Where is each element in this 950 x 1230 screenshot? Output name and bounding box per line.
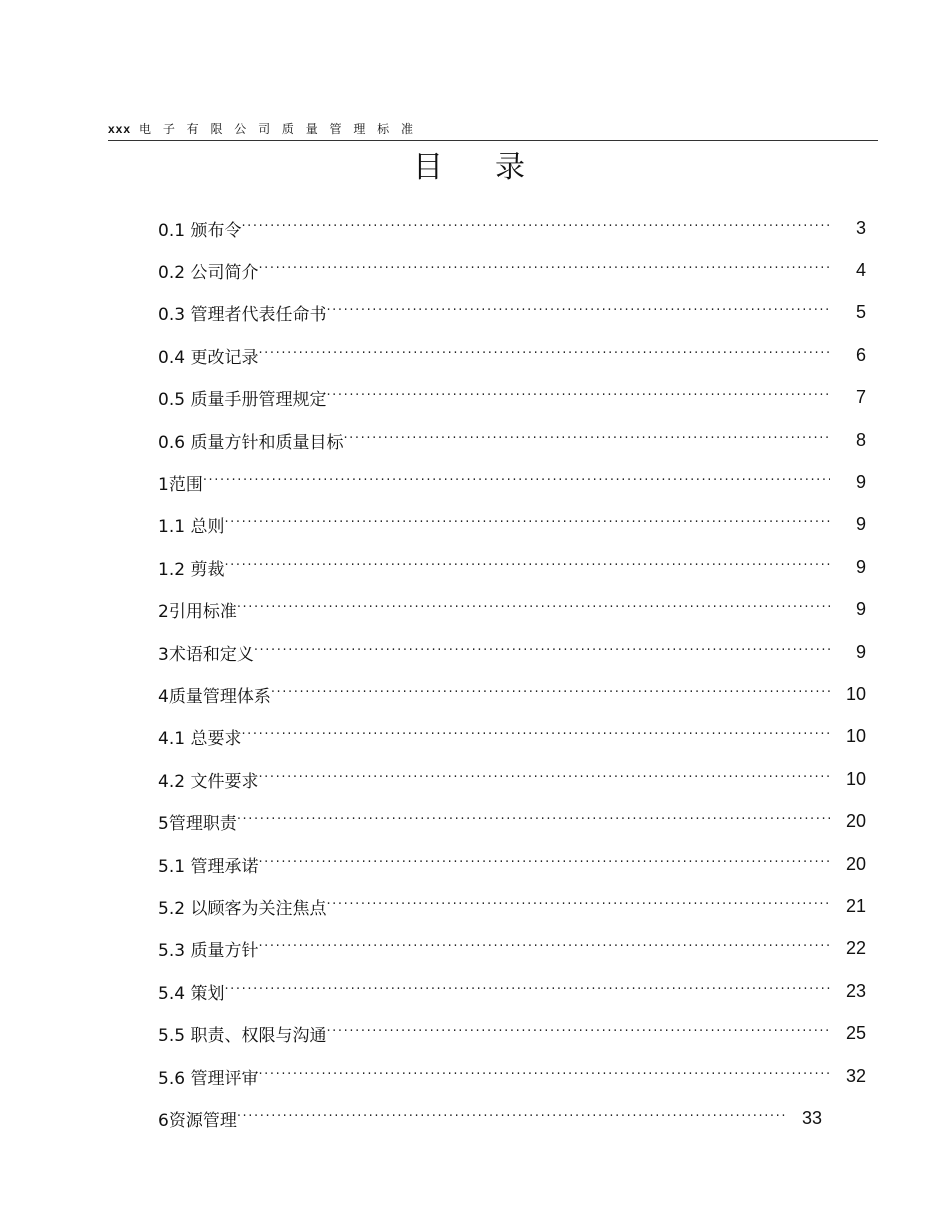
toc-entry-label: 5.1 管理承诺 [158, 856, 259, 877]
toc-entry[interactable] [158, 716, 878, 758]
toc-entry[interactable] [158, 1097, 878, 1139]
dot-leader [237, 1109, 788, 1124]
toc-entry[interactable] [158, 758, 878, 800]
header-title: 电 子 有 限 公 司 质 量 管 理 标 准 [139, 122, 417, 136]
toc-entry-page: 6 [855, 344, 866, 365]
dot-leader [203, 473, 830, 488]
toc-entry-page: 7 [855, 387, 866, 408]
toc-entry[interactable] [158, 970, 878, 1012]
dot-leader [237, 812, 830, 827]
toc-entry[interactable] [158, 928, 878, 970]
toc-entry-page: 4 [855, 260, 866, 281]
toc-entry-label: 1范围 [158, 475, 203, 496]
toc-entry-page: 9 [855, 514, 866, 535]
toc-entry-page: 33 [801, 1107, 822, 1128]
document-header [108, 120, 878, 141]
toc-entry-label: 5.2 以顾客为关注焦点 [158, 898, 327, 919]
dot-leader [258, 1067, 830, 1082]
dot-leader [326, 1024, 830, 1039]
toc-entry[interactable] [158, 589, 878, 631]
toc-entry-page: 22 [845, 938, 866, 959]
dot-leader [271, 685, 830, 700]
table-of-contents [158, 207, 878, 1140]
toc-entry-label: 0.1 颁布令 [158, 220, 242, 241]
toc-entry-label: 6资源管理 [158, 1110, 237, 1131]
dot-leader [326, 897, 830, 912]
toc-entry[interactable] [158, 631, 878, 673]
toc-entry[interactable] [158, 377, 878, 419]
dot-leader [258, 261, 830, 276]
toc-entry[interactable] [158, 334, 878, 376]
toc-entry-label: 0.4 更改记录 [158, 347, 259, 368]
header-brand: xxx [108, 122, 132, 136]
toc-entry-label: 3术语和定义 [158, 644, 254, 665]
page-title: 目录 [413, 150, 577, 185]
toc-entry[interactable] [158, 419, 878, 461]
toc-entry-label: 4.1 总要求 [158, 729, 242, 750]
dot-leader [241, 727, 830, 742]
toc-entry-label: 0.3 管理者代表任命书 [158, 305, 327, 326]
toc-entry-label: 0.5 质量手册管理规定 [158, 390, 327, 411]
toc-entry[interactable] [158, 673, 878, 715]
toc-entry-label: 4质量管理体系 [158, 686, 271, 707]
toc-entry[interactable] [158, 885, 878, 927]
dot-leader [224, 982, 830, 997]
toc-entry[interactable] [158, 504, 878, 546]
toc-entry-page: 5 [855, 302, 866, 323]
dot-leader [258, 855, 830, 870]
dot-leader [258, 770, 830, 785]
toc-entry[interactable] [158, 800, 878, 842]
toc-entry-label: 5.4 策划 [158, 983, 225, 1004]
toc-entry-label: 1.2 剪裁 [158, 559, 225, 580]
dot-leader [237, 600, 830, 615]
toc-entry[interactable] [158, 1012, 878, 1054]
toc-entry-label: 0.2 公司简介 [158, 263, 259, 284]
dot-leader [326, 303, 830, 318]
toc-entry-label: 2引用标准 [158, 602, 237, 623]
toc-entry[interactable] [158, 207, 878, 249]
toc-entry-page: 3 [855, 217, 866, 238]
toc-entry-label: 5.6 管理评审 [158, 1068, 259, 1089]
toc-entry[interactable] [158, 546, 878, 588]
toc-entry-label: 0.6 质量方针和质量目标 [158, 432, 344, 453]
toc-entry[interactable] [158, 1055, 878, 1097]
toc-entry-label: 1.1 总则 [158, 517, 225, 538]
toc-entry-page: 10 [845, 683, 866, 704]
dot-leader [258, 346, 830, 361]
toc-entry[interactable] [158, 292, 878, 334]
toc-entry-page: 9 [855, 599, 866, 620]
toc-entry-page: 20 [845, 811, 866, 832]
dot-leader [241, 219, 830, 234]
toc-entry-label: 4.2 文件要求 [158, 771, 259, 792]
toc-entry-page: 23 [845, 980, 866, 1001]
toc-entry[interactable] [158, 843, 878, 885]
toc-entry[interactable] [158, 461, 878, 503]
toc-entry-label: 5.5 职责、权限与沟通 [158, 1026, 327, 1047]
toc-entry[interactable] [158, 249, 878, 291]
toc-entry-page: 9 [855, 556, 866, 577]
dot-leader [254, 643, 830, 658]
toc-entry-page: 10 [845, 768, 866, 789]
toc-entry-label: 5.3 质量方针 [158, 941, 259, 962]
toc-entry-page: 8 [855, 429, 866, 450]
dot-leader [224, 515, 830, 530]
dot-leader [258, 939, 830, 954]
dot-leader [326, 388, 830, 403]
toc-entry-page: 25 [845, 1023, 866, 1044]
toc-entry-page: 9 [855, 641, 866, 662]
toc-entry-page: 20 [845, 853, 866, 874]
dot-leader [224, 558, 830, 573]
toc-entry-page: 21 [845, 895, 866, 916]
toc-entry-page: 9 [855, 472, 866, 493]
dot-leader [343, 431, 830, 446]
toc-entry-page: 32 [845, 1065, 866, 1086]
toc-entry-label: 5管理职责 [158, 814, 237, 835]
toc-entry-page: 10 [845, 726, 866, 747]
